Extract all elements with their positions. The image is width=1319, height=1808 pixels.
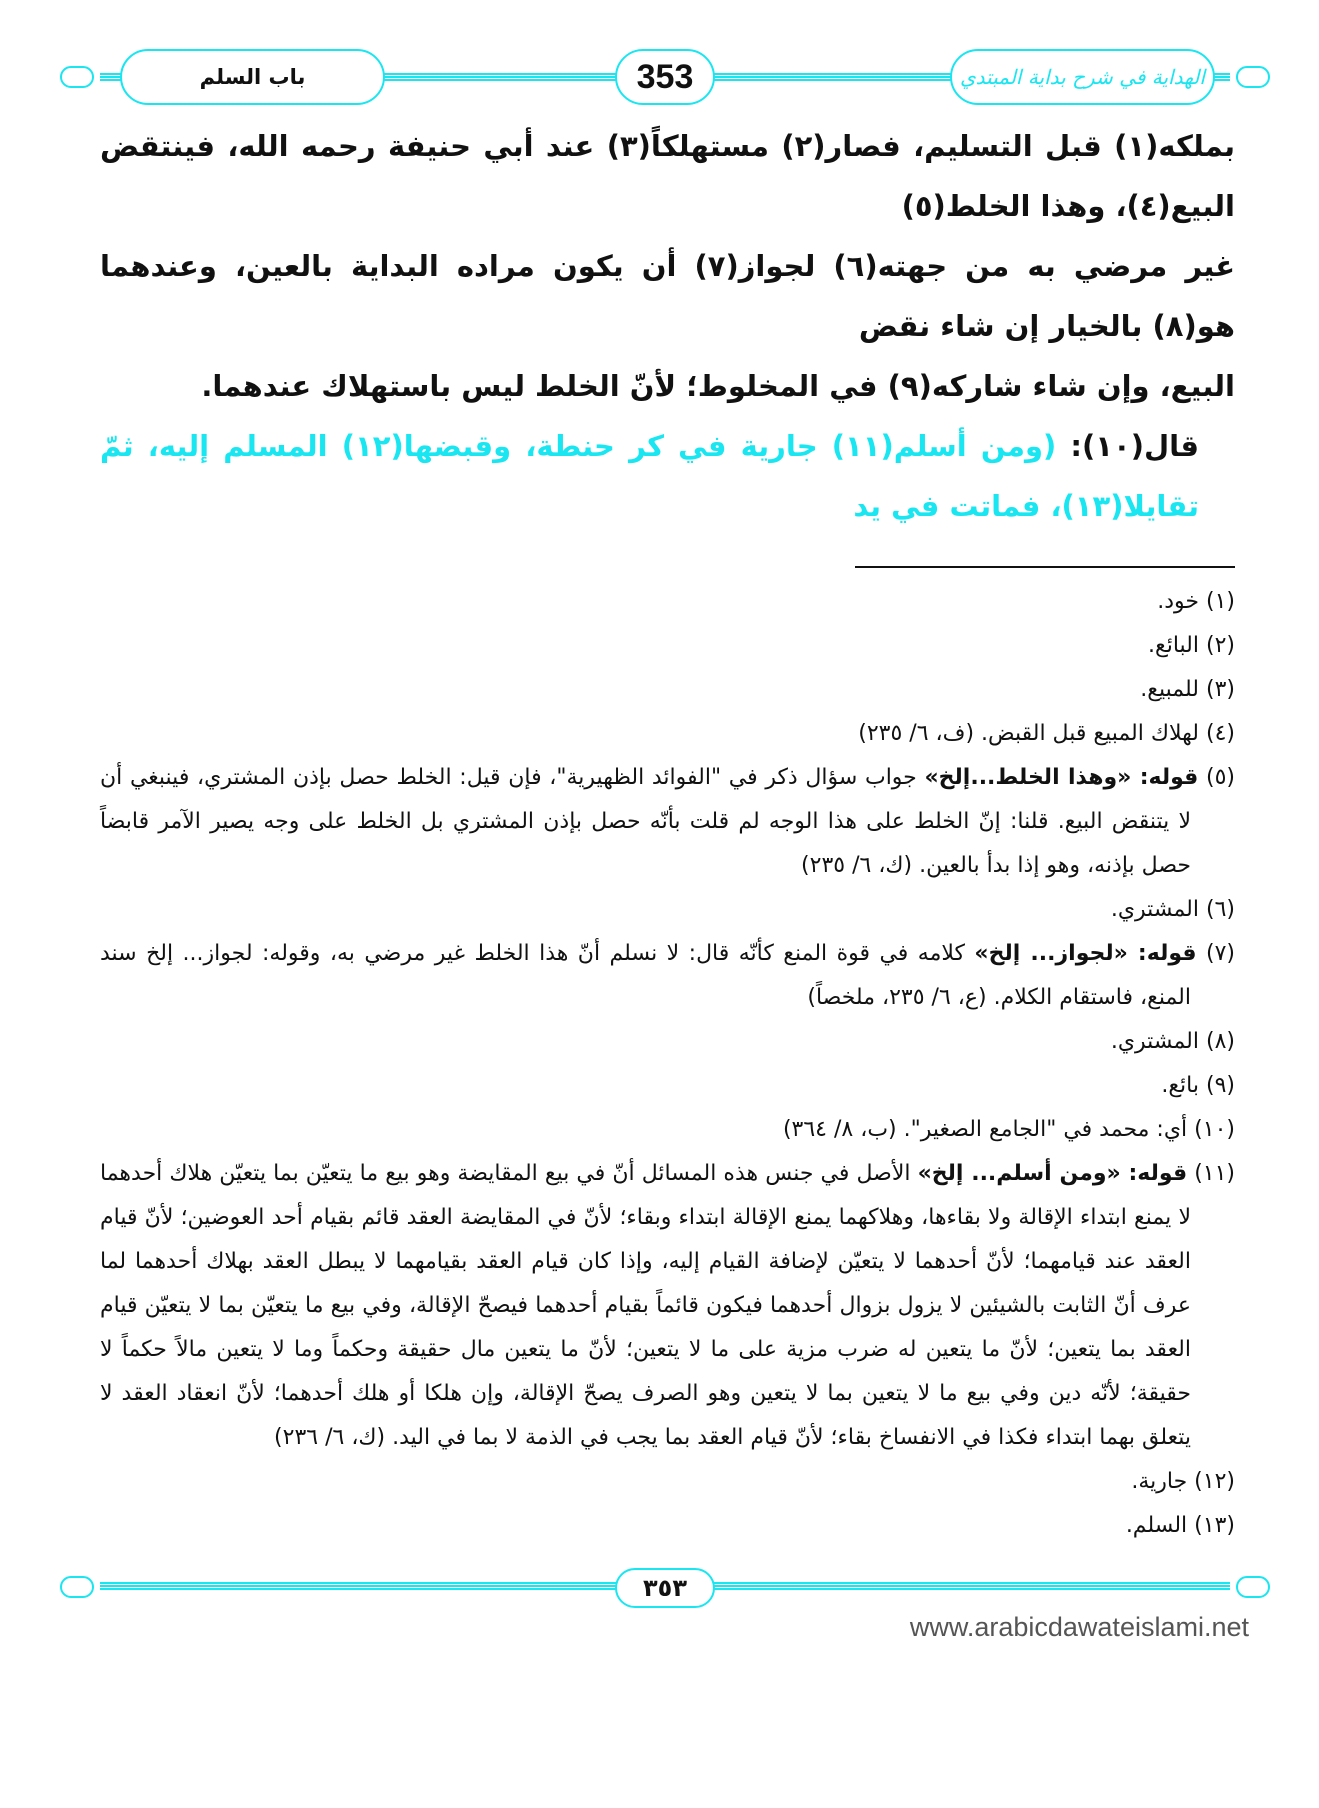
footnote-number: (٧)	[1206, 941, 1236, 966]
page-content	[100, 116, 1235, 1548]
main-line: البيع، وإن شاء شاركه(٩) في المخلوط؛ لأنّ الخلط ليس باستهلاك عندهما.	[201, 369, 1235, 403]
page-header	[60, 48, 1270, 106]
footnotes	[100, 580, 1235, 1548]
footnote-number: (١٣)	[1194, 1513, 1235, 1538]
footnote-number: (٨)	[1205, 1029, 1235, 1054]
footnote-lead: قوله: «وهذا الخلط...إلخ»	[924, 765, 1199, 790]
footnote-text: المشتري.	[1110, 1029, 1199, 1054]
ornament-icon	[1236, 66, 1270, 88]
footnote	[100, 1020, 1235, 1064]
footnote-number: (١)	[1205, 589, 1235, 614]
book-title-logo: الهداية في شرح بداية المبتدي	[960, 65, 1205, 89]
footnote-number: (١١)	[1194, 1161, 1236, 1186]
watermark: www.arabicdawateislami.net	[909, 1612, 1249, 1642]
footnote-text: للمبيع.	[1140, 677, 1199, 702]
footnote	[100, 888, 1235, 932]
chapter-title: باب السلم	[199, 65, 306, 89]
footnote-text: المشتري.	[1110, 897, 1199, 922]
footnote	[100, 712, 1235, 756]
footnote-text: البائع.	[1148, 633, 1199, 658]
chapter-title-box	[120, 49, 385, 105]
footnote-lead: قوله: «لجواز... إلخ»	[974, 941, 1197, 966]
book-title-box	[950, 49, 1215, 105]
footnote-separator	[855, 566, 1235, 568]
footnote-text: بائع.	[1161, 1073, 1199, 1098]
main-text	[100, 116, 1235, 536]
ornament-icon	[60, 1576, 94, 1598]
main-line	[100, 416, 1235, 536]
footnote-number: (١٢)	[1194, 1469, 1235, 1494]
footnote-text: الأصل في جنس هذه المسائل أنّ في بيع المقايضة وهو بيع ما يتعيّن بما يتعيّن هلاك أحدهما لا يمنع ابتداء الإقالة ولا بقاءها، وهلاكهما يمنع الإقالة ابتداء وبقاء؛ لأنّ في المقايضة العقد قائم بقيام أحد العوضين؛ لأنّ قيام العقد عند قيامهما؛ لأنّ أحدهما لا يتعيّن لإضافة القيام إليه، وإذا كان قيام العقد بقيامهما لا يبطل العقد بهلاك أحدهما لما عرف أنّ الثابت بالشيئين لا يزول بزوال أحدهما فيكون قائماً بقيام أحدهما فيصحّ الإقالة، وفي بيع ما يتعيّن بما لا يتعيّن قيام العقد بما يتعين؛ لأنّ ما يتعين له ضرب مزية على ما لا يتعين؛ لأنّ ما يتعين مال حقيقة وحكماً وما لا يتعين مالاً حكماً لا حقيقة؛ لأنّه دين وفي بيع ما لا يتعين بما لا يتعين وهو الصرف يصحّ الإقالة، وإن هلكا أو هلك أحدهما؛ لأنّ انعقاد العقد لا يتعلق بهما ابتداء فكذا في الانفساخ بقاء؛ لأنّ قيام العقد بما يجب في الذمة لا بما في اليد. (ك، ٦/ ٢٣٦)	[100, 1161, 1191, 1450]
footnote	[100, 1152, 1235, 1460]
main-line: بملكه(١) قبل التسليم، فصار(٢) مستهلكاً(٣) عند أبي حنيفة رحمه الله، فينتقض البيع(٤)، وهذا الخلط(٥)	[100, 129, 1235, 223]
footnote-text: لهلاك المبيع قبل القبض. (ف، ٦/ ٢٣٥)	[858, 721, 1199, 746]
footnote-text: أي: محمد في "الجامع الصغير". (ب، ٨/ ٣٦٤)	[782, 1117, 1188, 1142]
footnote-number: (٩)	[1205, 1073, 1235, 1098]
footer-page-number: ٣٥٣	[643, 1574, 687, 1602]
footnote-number: (٥)	[1205, 765, 1235, 790]
ornament-icon	[1236, 1576, 1270, 1598]
footnote-number: (٣)	[1205, 677, 1235, 702]
footnote-number: (٦)	[1205, 897, 1235, 922]
footnote-text: خود.	[1157, 589, 1199, 614]
footnote-text: السلم.	[1125, 1513, 1188, 1538]
footnote	[100, 756, 1235, 888]
footnote-text: جواب سؤال ذكر في "الفوائد الظهيرية"، فإن قيل: الخلط حصل بإذن المشتري، فينبغي أن لا يتنقض البيع. قلنا: إنّ الخلط على هذا الوجه لم قلت بأنّه حصل بإذن المشتري بل الخلط على وجه يصير الآمر قابضاً حصل بإذنه، وهو إذا بدأ بالعين. (ك، ٦/ ٢٣٥)	[100, 765, 1191, 878]
page-footer	[60, 1568, 1270, 1608]
footnote-number: (٢)	[1205, 633, 1235, 658]
matn-quote: (ومن أسلم(١١) جارية في كر حنطة، وقبضها(١٢) المسلم إليه، ثمّ تقايلا(١٣)، فماتت في يد	[100, 429, 1199, 523]
footnote	[100, 580, 1235, 624]
footnote-text: جارية.	[1131, 1469, 1188, 1494]
footnote	[100, 932, 1235, 1020]
footnote	[100, 1064, 1235, 1108]
main-line: غير مرضي به من جهته(٦) لجواز(٧) أن يكون مراده البداية بالعين، وعندهما هو(٨) بالخيار إن شاء نقض	[100, 249, 1236, 343]
footer-page-number-box	[615, 1568, 715, 1608]
footnote-lead: قوله: «ومن أسلم... إلخ»	[917, 1161, 1188, 1186]
page-number-box	[615, 49, 715, 105]
footnote	[100, 1504, 1235, 1548]
footnote	[100, 624, 1235, 668]
footnote-number: (٤)	[1205, 721, 1235, 746]
ornament-icon	[60, 66, 94, 88]
footnote-text: كلامه في قوة المنع كأنّه قال: لا نسلم أنّ هذا الخلط غير مرضي به، وقوله: لجواز... إلخ سند المنع، فاستقام الكلام. (ع، ٦/ ٢٣٥، ملخصاً)	[100, 941, 1191, 1010]
footnote	[100, 668, 1235, 712]
qala-text: قال(١٠):	[1056, 429, 1199, 463]
footnote-number: (١٠)	[1194, 1117, 1235, 1142]
footnote	[100, 1460, 1235, 1504]
footnote	[100, 1108, 1235, 1152]
page-number: 353	[636, 57, 694, 96]
